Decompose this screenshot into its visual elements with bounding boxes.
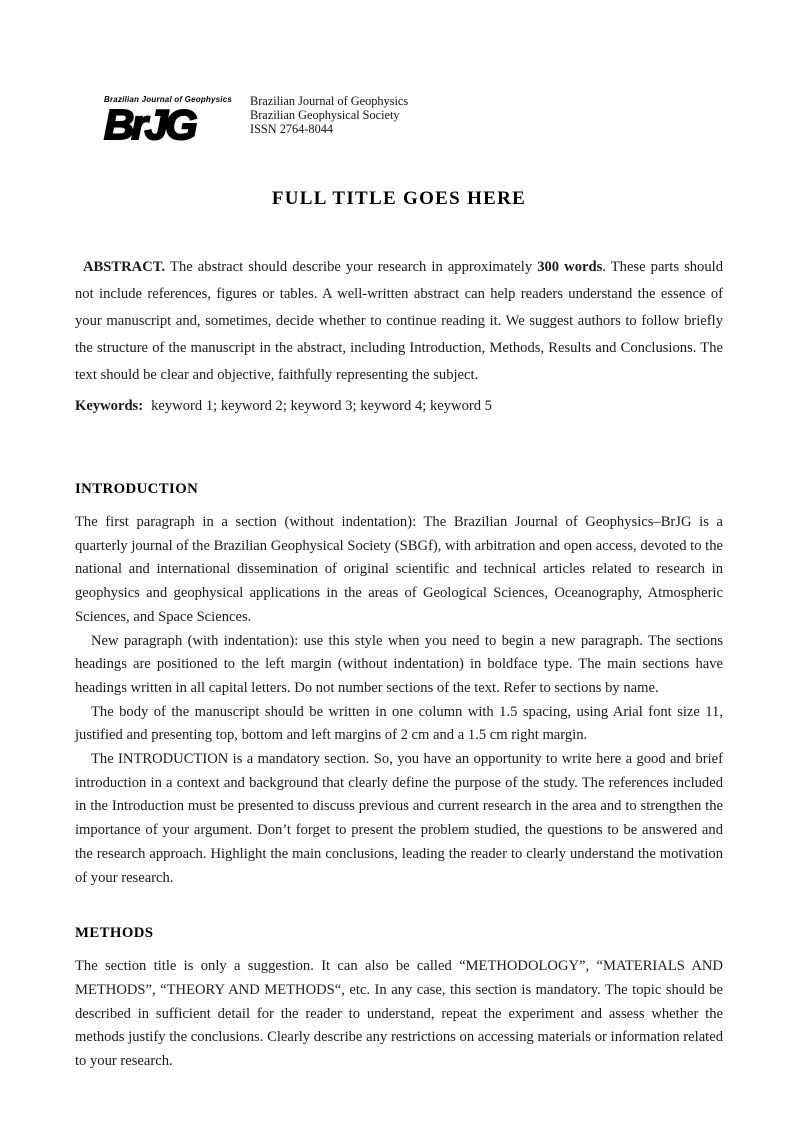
journal-info [250,94,408,136]
manuscript-body [75,188,723,1074]
paragraph: The INTRODUCTION is a mandatory section. So, you have an opportunity to write here a good and brief introduction in a context and background that clearly define the purpose of the study. The references included in the Introduction must be presented to discuss previous and current research in the area and to strengthen the importance of your argument. Don’t forget to present the problem studied, the questions to be answered and the research approach. Highlight the main conclusions, leading the reader to clearly understand the motivation of your research. [75,751,723,886]
paragraph: The body of the manuscript should be written in one column with 1.5 spacing, using Arial font size 11, justified and presenting top, bottom and left margins of 2 cm and a 1.5 cm right margin. [75,703,723,744]
brjg-logo-mark: BrJG [104,101,195,148]
journal-name: Brazilian Journal of Geophysics [250,94,409,108]
abstract-bold-words: 300 words [537,259,603,275]
keywords-value: keyword 1; keyword 2; keyword 3; keyword 4; keyword 5 [151,398,492,414]
paragraph: New paragraph (with indentation): use this style when you need to begin a new paragraph. The sections headings are positioned to the left margin (without indentation) in boldface type. The main sections have headings written in all capital letters. Do not number sections of the text. Refer to sections by name. [75,632,723,696]
abstract-text-1: The abstract should describe your research in approximately [170,259,533,275]
keywords-line [75,393,723,420]
keywords-label: Keywords: [75,398,144,414]
journal-header [0,0,794,151]
society-name: Brazilian Geophysical Society [250,108,400,122]
section-heading-methods: METHODS [75,925,154,942]
abstract-paragraph [75,254,723,389]
brjg-logo [104,95,244,148]
abstract-label: ABSTRACT. [83,259,166,275]
abstract-text-2: . These parts should not include references, figures or tables. A well-written abstract can help readers understand the essence of your manuscript and, sometimes, decide whether to continue reading it. We suggest authors to follow briefly the structure of the manuscript in the abstract, including Introduction, Methods, Results and Conclusions. The text should be clear and objective, faithfully representing the subject. [75,259,724,383]
logo-tagline: Brazilian Journal of Geophysics [104,95,233,104]
paragraph: The first paragraph in a section (without indentation): The Brazilian Journal of Geophysics–BrJG is a quarterly journal of the Brazilian Geophysical Society (SBGf), with arbitration and open access, devoted to the national and international dissemination of original scientific and technical articles related to research in geophysics and geophysical applications in the areas of Geological Sciences, Oceanography, Atmospheric Sciences, and Space Sciences. [75,514,724,625]
section-heading-introduction: INTRODUCTION [75,481,199,497]
paper-title: FULL TITLE GOES HERE [271,188,527,209]
paragraph: The section title is only a suggestion. It can also be called “METHODOLOGY”, “MATERIALS AND METHODS”, “THEORY AND METHODS“, etc. In any case, this section is mandatory. The topic should be described in sufficient detail for the reader to understand, repeat the experiment and assess whether the methods justify the conclusions. Clearly describe any restrictions on accessing materials or information related to your research. [75,958,723,1070]
issn: ISSN 2764-8044 [250,122,334,136]
